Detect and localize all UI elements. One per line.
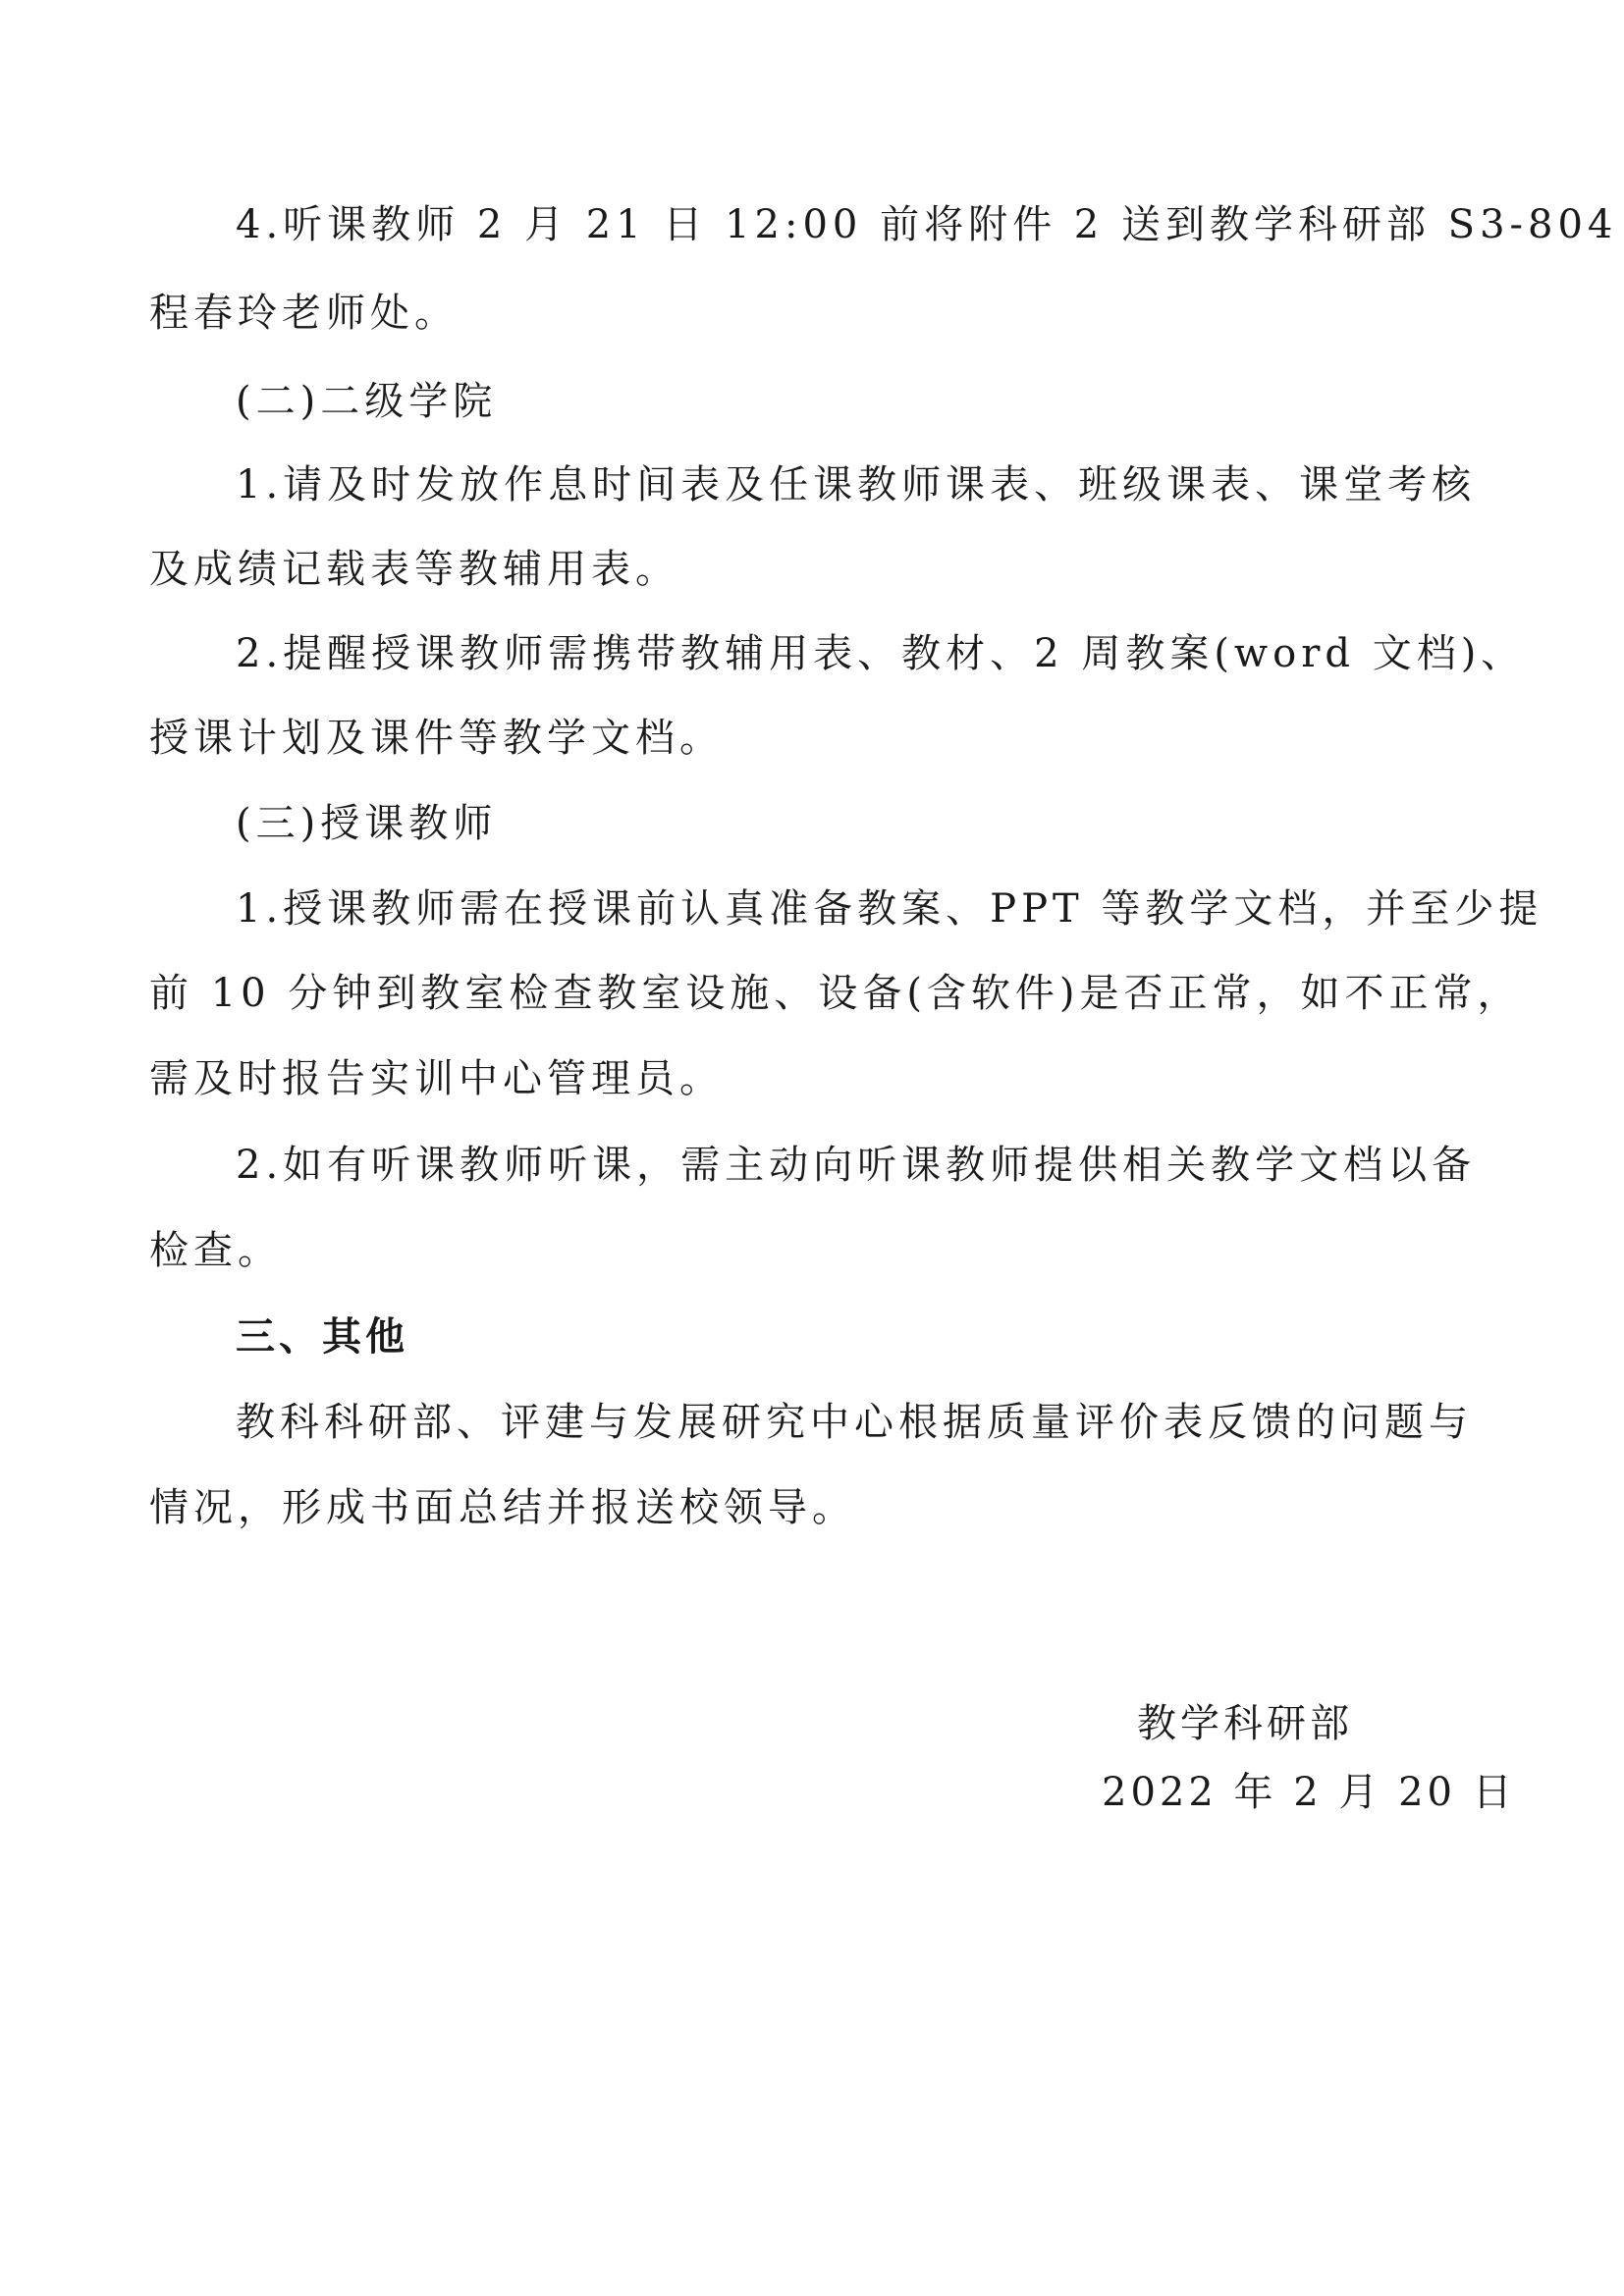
teacher-item-1-line-3: 需及时报告实训中心管理员。 xyxy=(149,1056,724,1101)
teacher-item-2-line-2: 检查。 xyxy=(149,1228,282,1273)
paragraph-item-4-line-2: 程春玲老师处。 xyxy=(149,291,459,336)
section-heading-other: 三、其他 xyxy=(236,1314,408,1360)
college-item-2-line-2: 授课计划及课件等教学文档。 xyxy=(149,716,724,761)
other-paragraph-line-2: 情况，形成书面总结并报送校领导。 xyxy=(149,1485,856,1530)
section-heading-secondary-college: (二)二级学院 xyxy=(236,379,498,424)
college-item-1-line-2: 及成绩记载表等教辅用表。 xyxy=(149,547,679,592)
paragraph-item-4-line-1: 4.听课教师 2 月 21 日 12:00 前将附件 2 送到教学科研部 S3-804 xyxy=(236,202,1618,247)
college-item-2-line-1: 2.提醒授课教师需携带教辅用表、教材、2 周教案(word 文档)、 xyxy=(236,631,1526,676)
other-paragraph-line-1: 教科科研部、评建与发展研究中心根据质量评价表反馈的问题与 xyxy=(236,1400,1473,1445)
section-heading-teachers: (三)授课教师 xyxy=(236,801,498,846)
signature-department: 教学科研部 xyxy=(1137,1701,1353,1746)
teacher-item-2-line-1: 2.如有听课教师听课，需主动向听课教师提供相关教学文档以备 xyxy=(236,1143,1477,1188)
teacher-item-1-line-1: 1.授课教师需在授课前认真准备教案、PPT 等教学文档，并至少提 xyxy=(236,886,1543,932)
signature-date: 2022 年 2 月 20 日 xyxy=(1102,1770,1516,1815)
teacher-item-1-line-2: 前 10 分钟到教室检查教室设施、设备(含软件)是否正常，如不正常， xyxy=(149,971,1522,1016)
college-item-1-line-1: 1.请及时发放作息时间表及任课教师课表、班级课表、课堂考核 xyxy=(236,462,1477,507)
